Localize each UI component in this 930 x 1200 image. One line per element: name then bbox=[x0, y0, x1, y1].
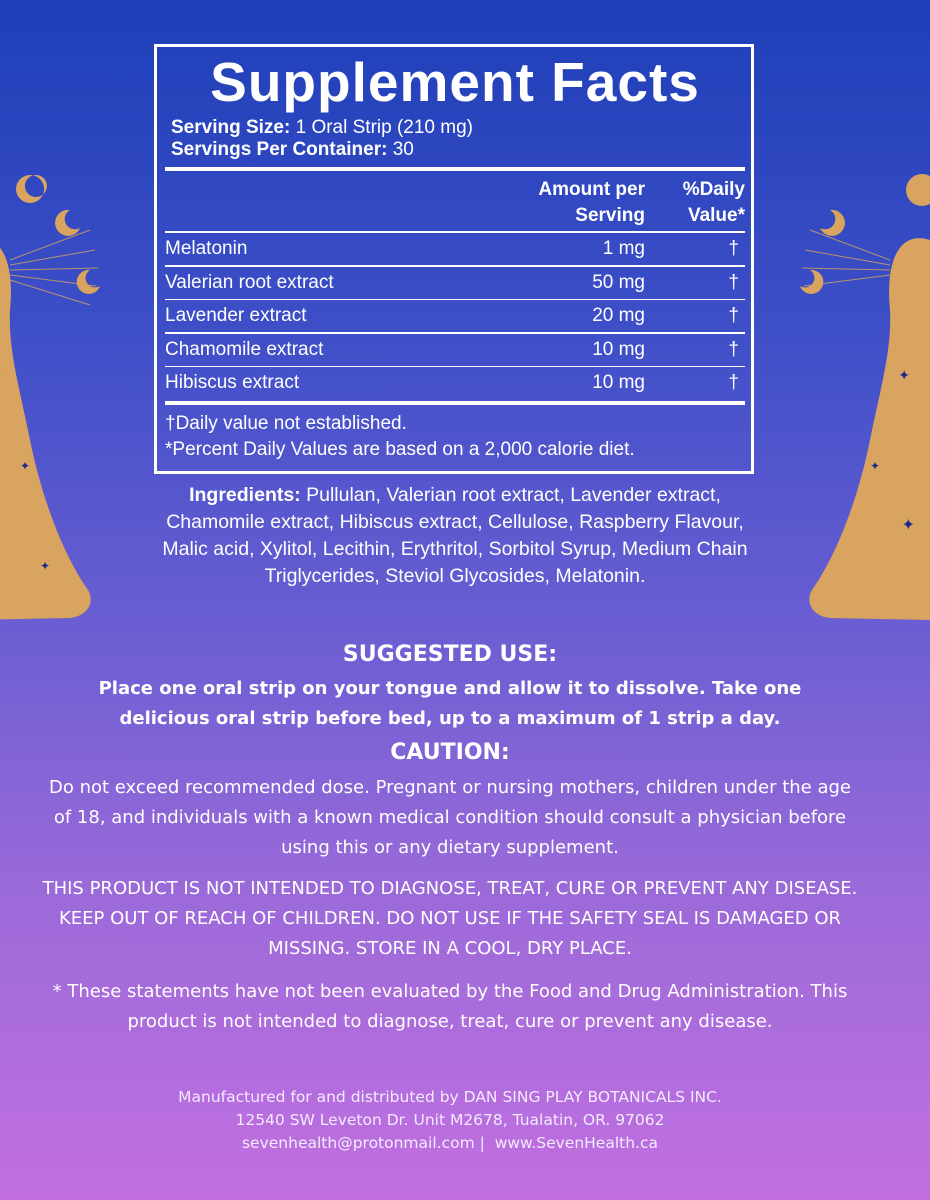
serving-size-label: Serving Size: bbox=[171, 117, 291, 138]
address-line: 12540 SW Leveton Dr. Unit M2678, Tualatin, OR. 97062 bbox=[235, 1111, 665, 1129]
ingredients-list bbox=[150, 482, 760, 590]
suggested-use-body: Place one oral strip on your tongue and allow it to dissolve. Take one delicious oral strip before bed, up to a maximum of 1 strip a day. bbox=[98, 678, 802, 729]
header-dv-line2: Value* bbox=[687, 205, 745, 226]
serving-size-value: 1 Oral Strip (210 mg) bbox=[295, 117, 474, 138]
header-amount-line1: Amount per bbox=[538, 179, 645, 200]
table-row bbox=[165, 233, 745, 265]
ingredient-name: Hibiscus extract bbox=[165, 372, 300, 393]
ingredient-dv: † bbox=[728, 238, 739, 259]
table-row bbox=[165, 367, 745, 399]
servings-label: Servings Per Container: bbox=[171, 139, 388, 160]
goddess-figure-left-illustration bbox=[0, 150, 110, 650]
svg-text:✦: ✦ bbox=[40, 559, 51, 573]
header-dv-line1: %Daily bbox=[682, 179, 745, 200]
svg-text:✦: ✦ bbox=[869, 459, 880, 473]
caution-title: CAUTION: bbox=[390, 740, 510, 765]
facts-header-row bbox=[165, 171, 745, 231]
ingredient-dv: † bbox=[728, 271, 739, 293]
warning-statement: THIS PRODUCT IS NOT INTENDED TO DIAGNOSE, TREAT, CURE OR PREVENT ANY DISEASE. KEEP OUT OF REACH OF CHILDREN. DO NOT USE IF THE SAFETY SEAL IS DAMAGED OR MISSING. STORE IN A COOL, DRY PLACE. bbox=[42, 878, 858, 959]
ingredient-amount: 10 mg bbox=[592, 372, 645, 393]
serving-info bbox=[165, 117, 745, 161]
footnote-dagger: †Daily value not established. bbox=[165, 413, 407, 434]
ingredient-amount: 50 mg bbox=[592, 271, 645, 293]
website-text: www.SevenHealth.ca bbox=[494, 1134, 658, 1152]
manufacturer-info bbox=[60, 1086, 840, 1155]
ingredients-text: Pullulan, Valerian root extract, Lavender extract, Chamomile extract, Hibiscus extract, Cellulose, Raspberry Flavour, Malic acid, Xylitol, Lecithin, Erythritol, Sorbitol Syrup, Medium Chain Triglycerides, Steviol Glycosides, Melatonin. bbox=[162, 484, 748, 587]
ingredient-name: Lavender extract bbox=[165, 305, 307, 326]
caution-body: Do not exceed recommended dose. Pregnant or nursing mothers, children under the age of 18, and individuals with a known medical condition should consult a physician before using this or any dietary supplement. bbox=[48, 777, 852, 858]
ingredient-dv: † bbox=[728, 338, 739, 360]
svg-text:✦: ✦ bbox=[20, 459, 31, 473]
supplement-facts-panel bbox=[154, 44, 754, 474]
ingredient-amount: 1 mg bbox=[602, 238, 645, 259]
table-row bbox=[165, 267, 745, 299]
ingredient-name: Valerian root extract bbox=[165, 271, 334, 293]
ingredient-name: Chamomile extract bbox=[165, 338, 324, 360]
ingredient-amount: 20 mg bbox=[592, 305, 645, 326]
svg-text:✦: ✦ bbox=[901, 517, 915, 534]
ingredient-amount: 10 mg bbox=[592, 338, 645, 360]
header-daily-value bbox=[645, 177, 745, 229]
goddess-figure-right-illustration bbox=[790, 150, 930, 650]
serving-size-line bbox=[171, 117, 745, 139]
contact-line bbox=[60, 1132, 840, 1155]
svg-text:✦: ✦ bbox=[898, 367, 910, 383]
email-text: sevenhealth@protonmail.com bbox=[241, 1134, 475, 1152]
ingredient-name: Melatonin bbox=[165, 238, 248, 259]
servings-value: 30 bbox=[392, 139, 414, 160]
contact-separator: | bbox=[474, 1134, 495, 1152]
suggested-use-title: SUGGESTED USE: bbox=[342, 642, 558, 667]
facts-footnotes bbox=[165, 405, 745, 463]
header-amount-per-serving bbox=[505, 177, 645, 229]
table-row bbox=[165, 300, 745, 332]
manufacturer-line: Manufactured for and distributed by DAN SING PLAY BOTANICALS INC. bbox=[178, 1088, 722, 1106]
facts-title: Supplement Facts bbox=[210, 51, 700, 113]
ingredient-dv: † bbox=[728, 372, 739, 393]
svg-text:✦ bbox=[0, 367, 2, 383]
servings-per-container-line bbox=[171, 139, 745, 161]
ingredients-label: Ingredients: bbox=[189, 484, 301, 506]
table-row bbox=[165, 334, 745, 366]
header-amount-line2: Serving bbox=[575, 205, 645, 226]
fda-disclaimer: * These statements have not been evaluated by the Food and Drug Administration. This product is not intended to diagnose, treat, cure or prevent any disease. bbox=[52, 981, 848, 1032]
footnote-percent-dv: *Percent Daily Values are based on a 2,000 calorie diet. bbox=[165, 439, 635, 460]
ingredient-dv: † bbox=[728, 305, 739, 326]
